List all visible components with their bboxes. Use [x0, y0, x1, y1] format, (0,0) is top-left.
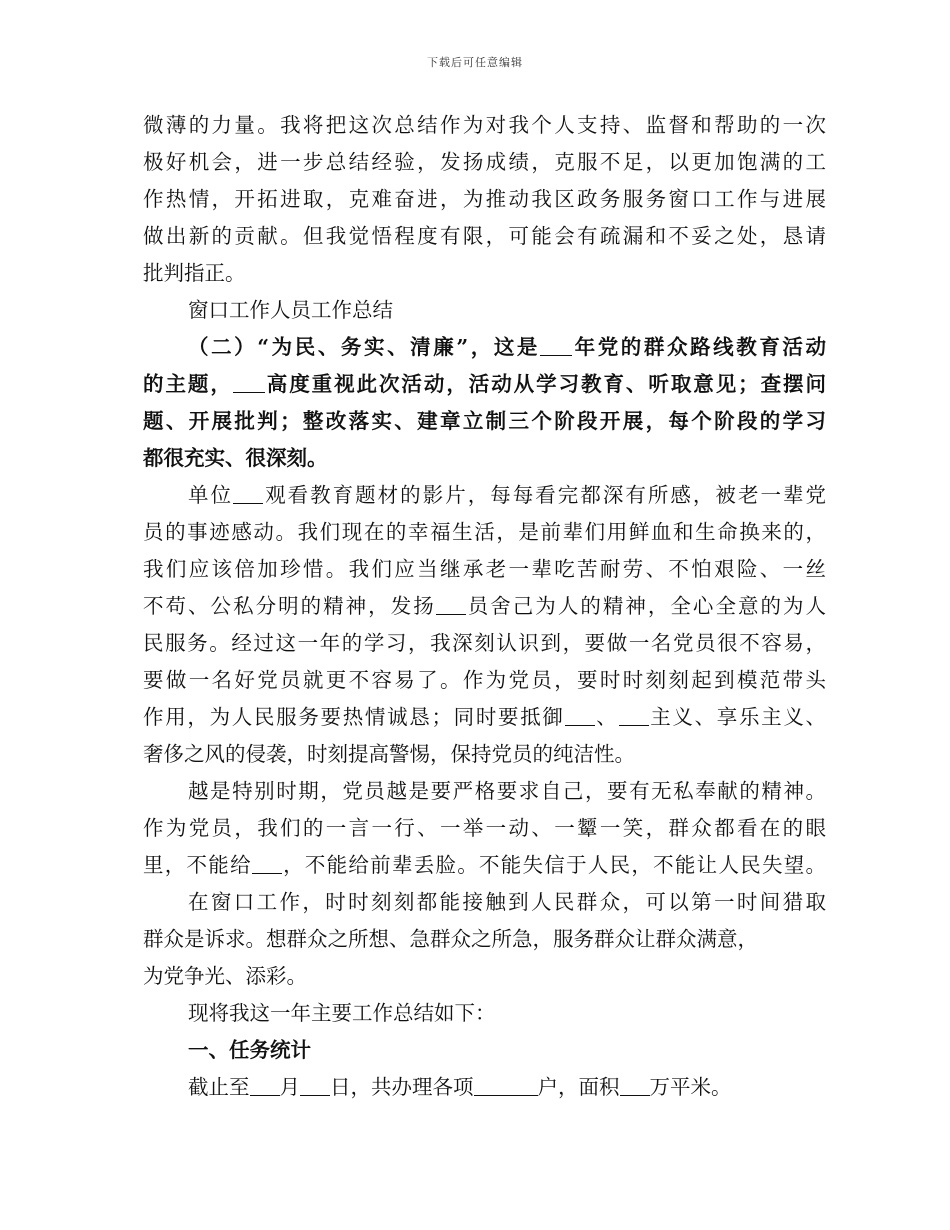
fill-blank: [250, 1075, 280, 1096]
text-segment: 年党的群众路线教育活动: [572, 335, 826, 359]
text-segment: 日，共办理各项: [330, 1075, 474, 1099]
paragraph-line: 极好机会，进一步总结经验，发扬成绩，克服不足，以更加饱满的工: [143, 150, 826, 174]
fill-blank: [252, 853, 282, 874]
paragraph-line: [143, 588, 826, 625]
text-segment: 观看教育题材的影片，每每看完都深有所感，被老一辈党: [263, 483, 826, 507]
fill-blank: [300, 1075, 330, 1096]
fill-blank: [540, 335, 572, 356]
paragraph-line: [143, 1069, 826, 1106]
text-segment: 员舍己为人的精神，全心全意的为人: [465, 594, 826, 618]
fill-blank: [233, 372, 265, 393]
text-segment: （二）“为民、务实、清廉”，这是: [188, 335, 541, 359]
document-body: [143, 107, 826, 1106]
paragraph-line: 作热情，开拓进取，克难奋进，为推动我区政务服务窗口工作与进展: [143, 187, 826, 211]
bold-paragraph-line: [143, 329, 826, 366]
text-segment: 里，不能给: [143, 853, 252, 877]
section-title: 窗口工作人员工作总结: [188, 298, 393, 322]
paragraph-line: 为党争光、添彩。: [143, 964, 307, 988]
bold-paragraph-line: 都很充实、很深刻。: [143, 446, 328, 470]
paragraph-line: 现将我这一年主要工作总结如下：: [188, 1001, 496, 1025]
text-segment: 高度重视此次活动，活动从学习教育、听取意见；查摆问: [264, 372, 826, 396]
paragraph-line: 奢侈之风的侵袭，时刻提高警惕，保持党员的纯洁性。: [143, 742, 635, 766]
fill-blank: [436, 594, 466, 615]
paragraph-line: [143, 847, 826, 884]
text-segment: 万平米。: [649, 1075, 732, 1099]
paragraph-line: [143, 699, 826, 736]
paragraph-line: 群众是诉求。想群众之所想、急群众之所急，服务群众让群众满意，: [143, 927, 758, 951]
text-segment: 不苟、公私分明的精神，发扬: [143, 594, 436, 618]
paragraph-line: 民服务。经过这一年的学习，我深刻认识到，要做一名党员很不容易，: [143, 631, 826, 655]
paragraph-line: 在窗口工作，时时刻刻都能接触到人民群众，可以第一时间猎取: [188, 890, 826, 914]
paragraph-line: 微薄的力量。我将把这次总结作为对我个人支持、监督和帮助的一次: [143, 113, 826, 137]
paragraph-line: 员的事迹感动。我们现在的幸福生活，是前辈们用鲜血和生命换来的，: [143, 520, 826, 544]
header-note: 下载后可任意编辑: [427, 56, 523, 69]
section-heading: 一、任务统计: [188, 1038, 311, 1062]
text-segment: 户，面积: [537, 1075, 620, 1099]
paragraph-line: 越是特别时期，党员越是要严格要求自己，要有无私奉献的精神。: [188, 779, 826, 803]
text-segment: ，不能给前辈丢脸。不能失信于人民，不能让人民失望。: [281, 853, 826, 877]
fill-blank: [619, 705, 649, 726]
fill-blank: [474, 1075, 538, 1096]
paragraph-line: 我们应该倍加珍惜。我们应当继承老一辈吃苦耐劳、不怕艰险、一丝: [143, 557, 826, 581]
paragraph-line: [143, 477, 826, 514]
text-segment: 月: [279, 1075, 300, 1099]
fill-blank: [233, 483, 263, 504]
fill-blank: [565, 705, 595, 726]
paragraph-line: 要做一名好党员就更不容易了。作为党员，要时时刻刻起到模范带头: [143, 668, 826, 692]
fill-blank: [620, 1075, 650, 1096]
paragraph-line: 作为党员，我们的一言一行、一举一动、一颦一笑，群众都看在的眼: [143, 816, 826, 840]
text-segment: 单位: [188, 483, 234, 507]
paragraph-line: 做出新的贡献。但我觉悟程度有限，可能会有疏漏和不妥之处，恳请: [143, 224, 826, 248]
text-segment: 的主题，: [143, 372, 233, 396]
paragraph-line: 批判指正。: [143, 261, 246, 285]
text-segment: 、: [594, 705, 619, 729]
text-segment: 作用，为人民服务要热情诚恳；同时要抵御: [143, 705, 565, 729]
bold-paragraph-line: 题、开展批判；整改落实、建章立制三个阶段开展，每个阶段的学习: [143, 409, 826, 433]
bold-paragraph-line: [143, 366, 826, 403]
text-segment: 截止至: [188, 1075, 250, 1099]
text-segment: 主义、享乐主义、: [648, 705, 826, 729]
